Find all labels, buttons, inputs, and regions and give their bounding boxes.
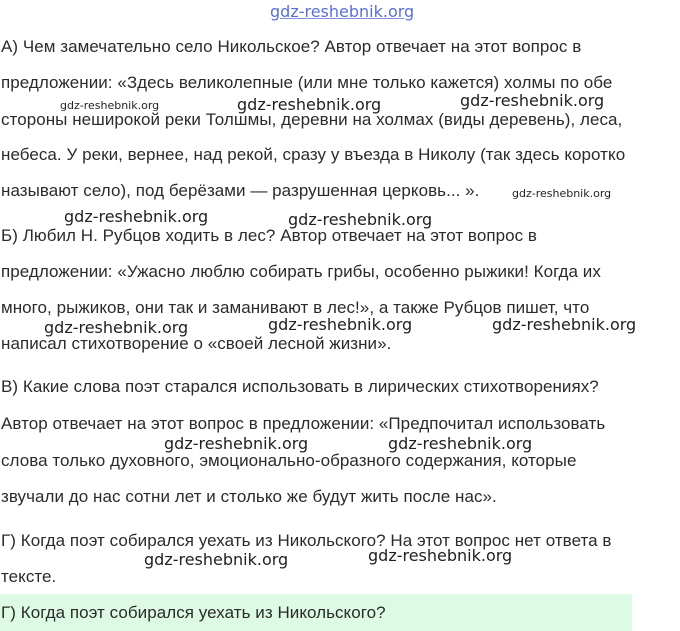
answer-v-line-1: В) Какие слова поэт старался использовать в лирических стихотворениях? xyxy=(1,377,599,396)
watermark: gdz-reshebnik.org xyxy=(268,315,413,334)
highlighted-question-text: Г) Когда поэт собирался уехать из Никольского? xyxy=(1,603,386,622)
watermark: gdz-reshebnik.org xyxy=(64,207,209,226)
watermark: gdz-reshebnik.org xyxy=(144,550,289,569)
answer-v-line-3: слова только духовного, эмоционально-образного содержания, которые xyxy=(1,451,577,470)
answer-a-line-1: А) Чем замечательно село Никольское? Автор отвечает на этот вопрос в xyxy=(1,37,582,56)
watermark: gdz-reshebnik.org xyxy=(164,434,309,453)
answer-g-line-2: тексте. xyxy=(1,567,57,586)
answer-v-line-4: звучали до нас сотни лет и столько же будут жить после нас». xyxy=(1,487,497,506)
watermark: gdz-reshebnik.org xyxy=(60,99,160,112)
watermark: gdz-reshebnik.org xyxy=(237,95,382,114)
answer-g-line-1: Г) Когда поэт собирался уехать из Никольского? На этот вопрос нет ответа в xyxy=(1,531,612,550)
answer-b-line-4: написал стихотворение о «своей лесной жизни». xyxy=(1,334,392,353)
watermark: gdz-reshebnik.org xyxy=(288,210,433,229)
answer-b-line-3: много, рыжиков, они так и заманивают в лес!», а также Рубцов пишет, что xyxy=(1,298,590,317)
answer-a-line-4: небеса. У реки, вернее, над рекой, сразу у въезда в Николу (так здесь коротко xyxy=(1,145,626,164)
site-watermark-link[interactable]: gdz-reshebnik.org xyxy=(270,2,415,21)
watermark: gdz-reshebnik.org xyxy=(512,187,612,200)
answer-b-line-1: Б) Любил Н. Рубцов ходить в лес? Автор отвечает на этот вопрос в xyxy=(1,226,537,245)
watermark: gdz-reshebnik.org xyxy=(44,318,189,337)
answer-b-line-2: предложении: «Ужасно люблю собирать грибы, особенно рыжики! Когда их xyxy=(1,262,601,281)
watermark: gdz-reshebnik.org xyxy=(492,315,637,334)
answer-a-line-2: предложении: «Здесь великолепные (или мне только кажется) холмы по обе xyxy=(1,73,613,92)
answer-a-line-5: называют село), под берёзами — разрушенная церковь... ». xyxy=(1,181,480,200)
watermark: gdz-reshebnik.org xyxy=(368,546,513,565)
highlighted-question-box xyxy=(0,594,632,631)
answer-a-line-3: стороны неширокой реки Толшмы, деревни на холмах (виды деревень), леса, xyxy=(1,110,623,129)
watermark: gdz-reshebnik.org xyxy=(460,91,605,110)
answer-v-line-2: Автор отвечает на этот вопрос в предложении: «Предпочитал использовать xyxy=(1,414,606,433)
watermark: gdz-reshebnik.org xyxy=(388,434,533,453)
